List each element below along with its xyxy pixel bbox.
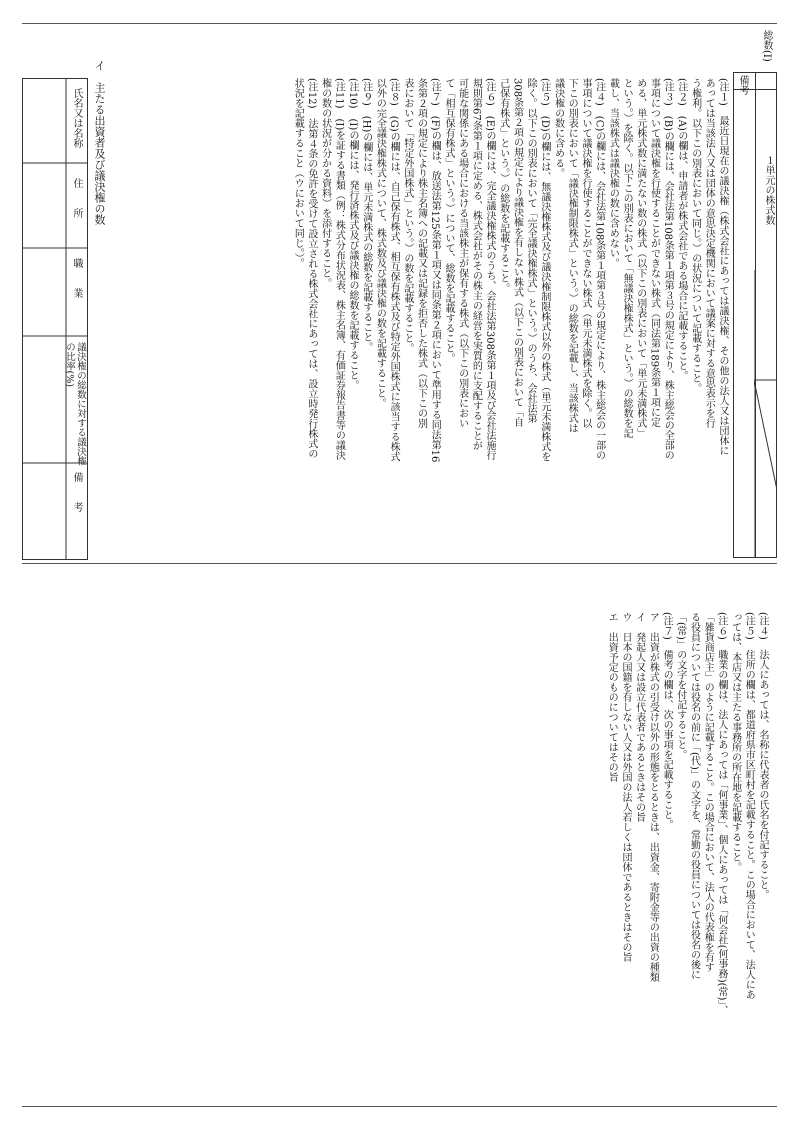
note-a-line: (注６) (E)の欄には、完全議決権株式のうち、会社法第308条第１項及び会社法施行: [484, 78, 496, 460]
note-a-line: 事項について議決権を行使することができない株式（単元未満株式を除く。以: [579, 78, 591, 428]
note-a-line: 表において「特定外国株式」という。）の数を記載すること。: [401, 78, 413, 353]
note-a-line: 下この別表において「議決権制限株式」という。）の総数を記載し、当該株式は: [566, 78, 578, 433]
note-b-line: 「雑貨商店主」のように記載すること。この場合において、法人の代表権を有す: [702, 612, 714, 972]
note-a-line: (注11) (I)を証する書類（例：株式分布状況表、株主名簿、有価証券報告書等の議決: [333, 78, 345, 461]
note-b-line: (注７) 備考の欄は、次の事項を記載すること。: [661, 612, 673, 830]
note-a-line: う権利。以下この別表において同じ。）の状況について記載すること。: [689, 78, 701, 393]
note-a-line: 己保有株式」という。）の総数を記載すること。: [497, 78, 509, 293]
note-a-line: 状況を記載すること（ウにおいて同じ。）。: [292, 78, 304, 268]
col-name: 氏名又は名称: [71, 88, 82, 148]
note-a-line: 308条第２項の規定により議決権を有しない株式（以下この別表において「自: [511, 78, 523, 428]
note-a-line: (注５) (D)の欄には、無議決権株式及び議決権制限株式以外の株式（単元未満株式を: [538, 78, 550, 462]
notes-a: [129, 78, 729, 560]
top-rule: [22, 23, 777, 24]
note-a-line: て「相互保有株式」という。）について、総数を記載すること。: [442, 78, 454, 363]
note-b-line: ア 出資が株式の引受け以外の形態をとるときは、出資金、寄附金等の出資の種類: [647, 612, 659, 982]
note-a-line: (注８) (G)の欄には、自己保有株式、相互保有株式及び特定外国株式に該当する株式: [388, 78, 400, 462]
note-b-line: (注６) 職業の欄は、法人にあっては「何事業」、個人にあっては「何会社(何事務)(常)」、: [715, 612, 727, 1016]
col-address: 住 所: [71, 178, 82, 218]
note-a-line: 可能な関係にある場合における当該株主が保有する株式（以下この別表におい: [456, 78, 468, 428]
note-a-line: あっては当該法人又は団体の意思決定機関において議案に対する意思表示を行: [703, 78, 715, 428]
note-a-line: 事項について議決権を行使することができない株式（同法第189条第１項に定: [648, 78, 660, 428]
note-a-line: 議決権の数に含める。: [552, 78, 564, 178]
note-a-line: (注４) (C)の欄には、会社法第108条第１項第３号の規定により、株主総会の一部の: [593, 78, 605, 461]
note-a-line: 権の数の状況が分かる資料）を添付すること。: [319, 78, 331, 288]
bottom-rule: [22, 1106, 777, 1107]
col-remarks: 備 考: [71, 472, 82, 512]
note-b-line: (注５) 住所の欄は、都道府県市区町村を記載すること。この場合において、法人にあ: [743, 612, 755, 1000]
table-diagonal: [754, 270, 777, 558]
note-a-line: 以外の完全議決権株式について、株式数及び議決権の数を記載すること。: [374, 78, 386, 408]
note-b-line: る役員については役名の前に「(代)」の文字を、常勤の役員については役名の後に: [688, 612, 700, 980]
note-a-line: という。）を除く。以下この別表において「無議決権株式」という。）の総数を記: [621, 78, 633, 438]
note-a-line: (注10) (I)の欄には、発行済株式及び議決権の総数を記載すること。: [347, 78, 359, 391]
note-b-line: エ 出資予定のものについてはその旨: [606, 612, 618, 782]
header-unit: １単元の株式数: [763, 155, 774, 225]
section-i-heading: イ 主たる出資者及び議決権の数: [93, 60, 106, 225]
header-total: 総数(I): [761, 30, 772, 62]
col-occupation: 職 業: [71, 258, 82, 298]
note-a-line: 除く。以下この別表において「完全議決権株式」という。）のうち、会社法第: [525, 78, 537, 423]
header-remarks: 備考: [737, 75, 748, 95]
note-a-line: める、単元株式数に満たない数の株式（以下この別表において「単元未満株式」: [634, 78, 646, 438]
note-b-line: (注４) 法人にあっては、名称に代表者の氏名を付記すること。: [757, 612, 768, 900]
note-a-line: 規則第67条第１項に定める、株式会社がその株主の経営を実質的に支配することが: [470, 78, 482, 451]
note-b-line: ウ 日本の国籍を有しない人又は外国の法人若しくは団体であるときはその旨: [619, 612, 631, 962]
note-a-line: 載し、当該株式は議決権の数に含めない。: [607, 78, 619, 268]
notes-b: [549, 612, 769, 1102]
note-a-line: (注２) (A)の欄は、申請者が株式会社である場合に記載すること。: [675, 78, 687, 381]
note-a-line: 条第２項の規定により株主名簿への記載又は記録を拒否した株式（以下この別: [415, 78, 427, 428]
note-b-line: 「(常)」の文字を付記すること。: [674, 612, 686, 760]
col-ratio: 議決権の総数に対する議決権の比率(%): [64, 342, 86, 466]
note-a-line: (注１) 最近日現在の議決権（株式会社にあっては議決権、その他の法人又は団体に: [717, 78, 728, 456]
note-a-line: (注７) (F)の欄は、放送法第125条第１項又は同条第２項において準用する同法第16: [429, 78, 441, 463]
note-b-line: っては、本店又は主たる事務所の所在地を記載すること。: [729, 612, 741, 872]
middle-rule: [22, 563, 777, 564]
note-a-line: (注３) (B)の欄には、会社法第108条第１項第３号の規定により、株主総会の全部の: [662, 78, 674, 461]
note-b-line: イ 発起人又は設立代表者であるときはその旨: [633, 612, 645, 822]
note-a-line: (注12) 法第４条の免許を受けて設立される株式会社にあっては、設立時発行株式の: [305, 78, 317, 459]
note-a-line: (注９) (H)の欄には、単元未満株式の総数を記載すること。: [360, 78, 372, 353]
